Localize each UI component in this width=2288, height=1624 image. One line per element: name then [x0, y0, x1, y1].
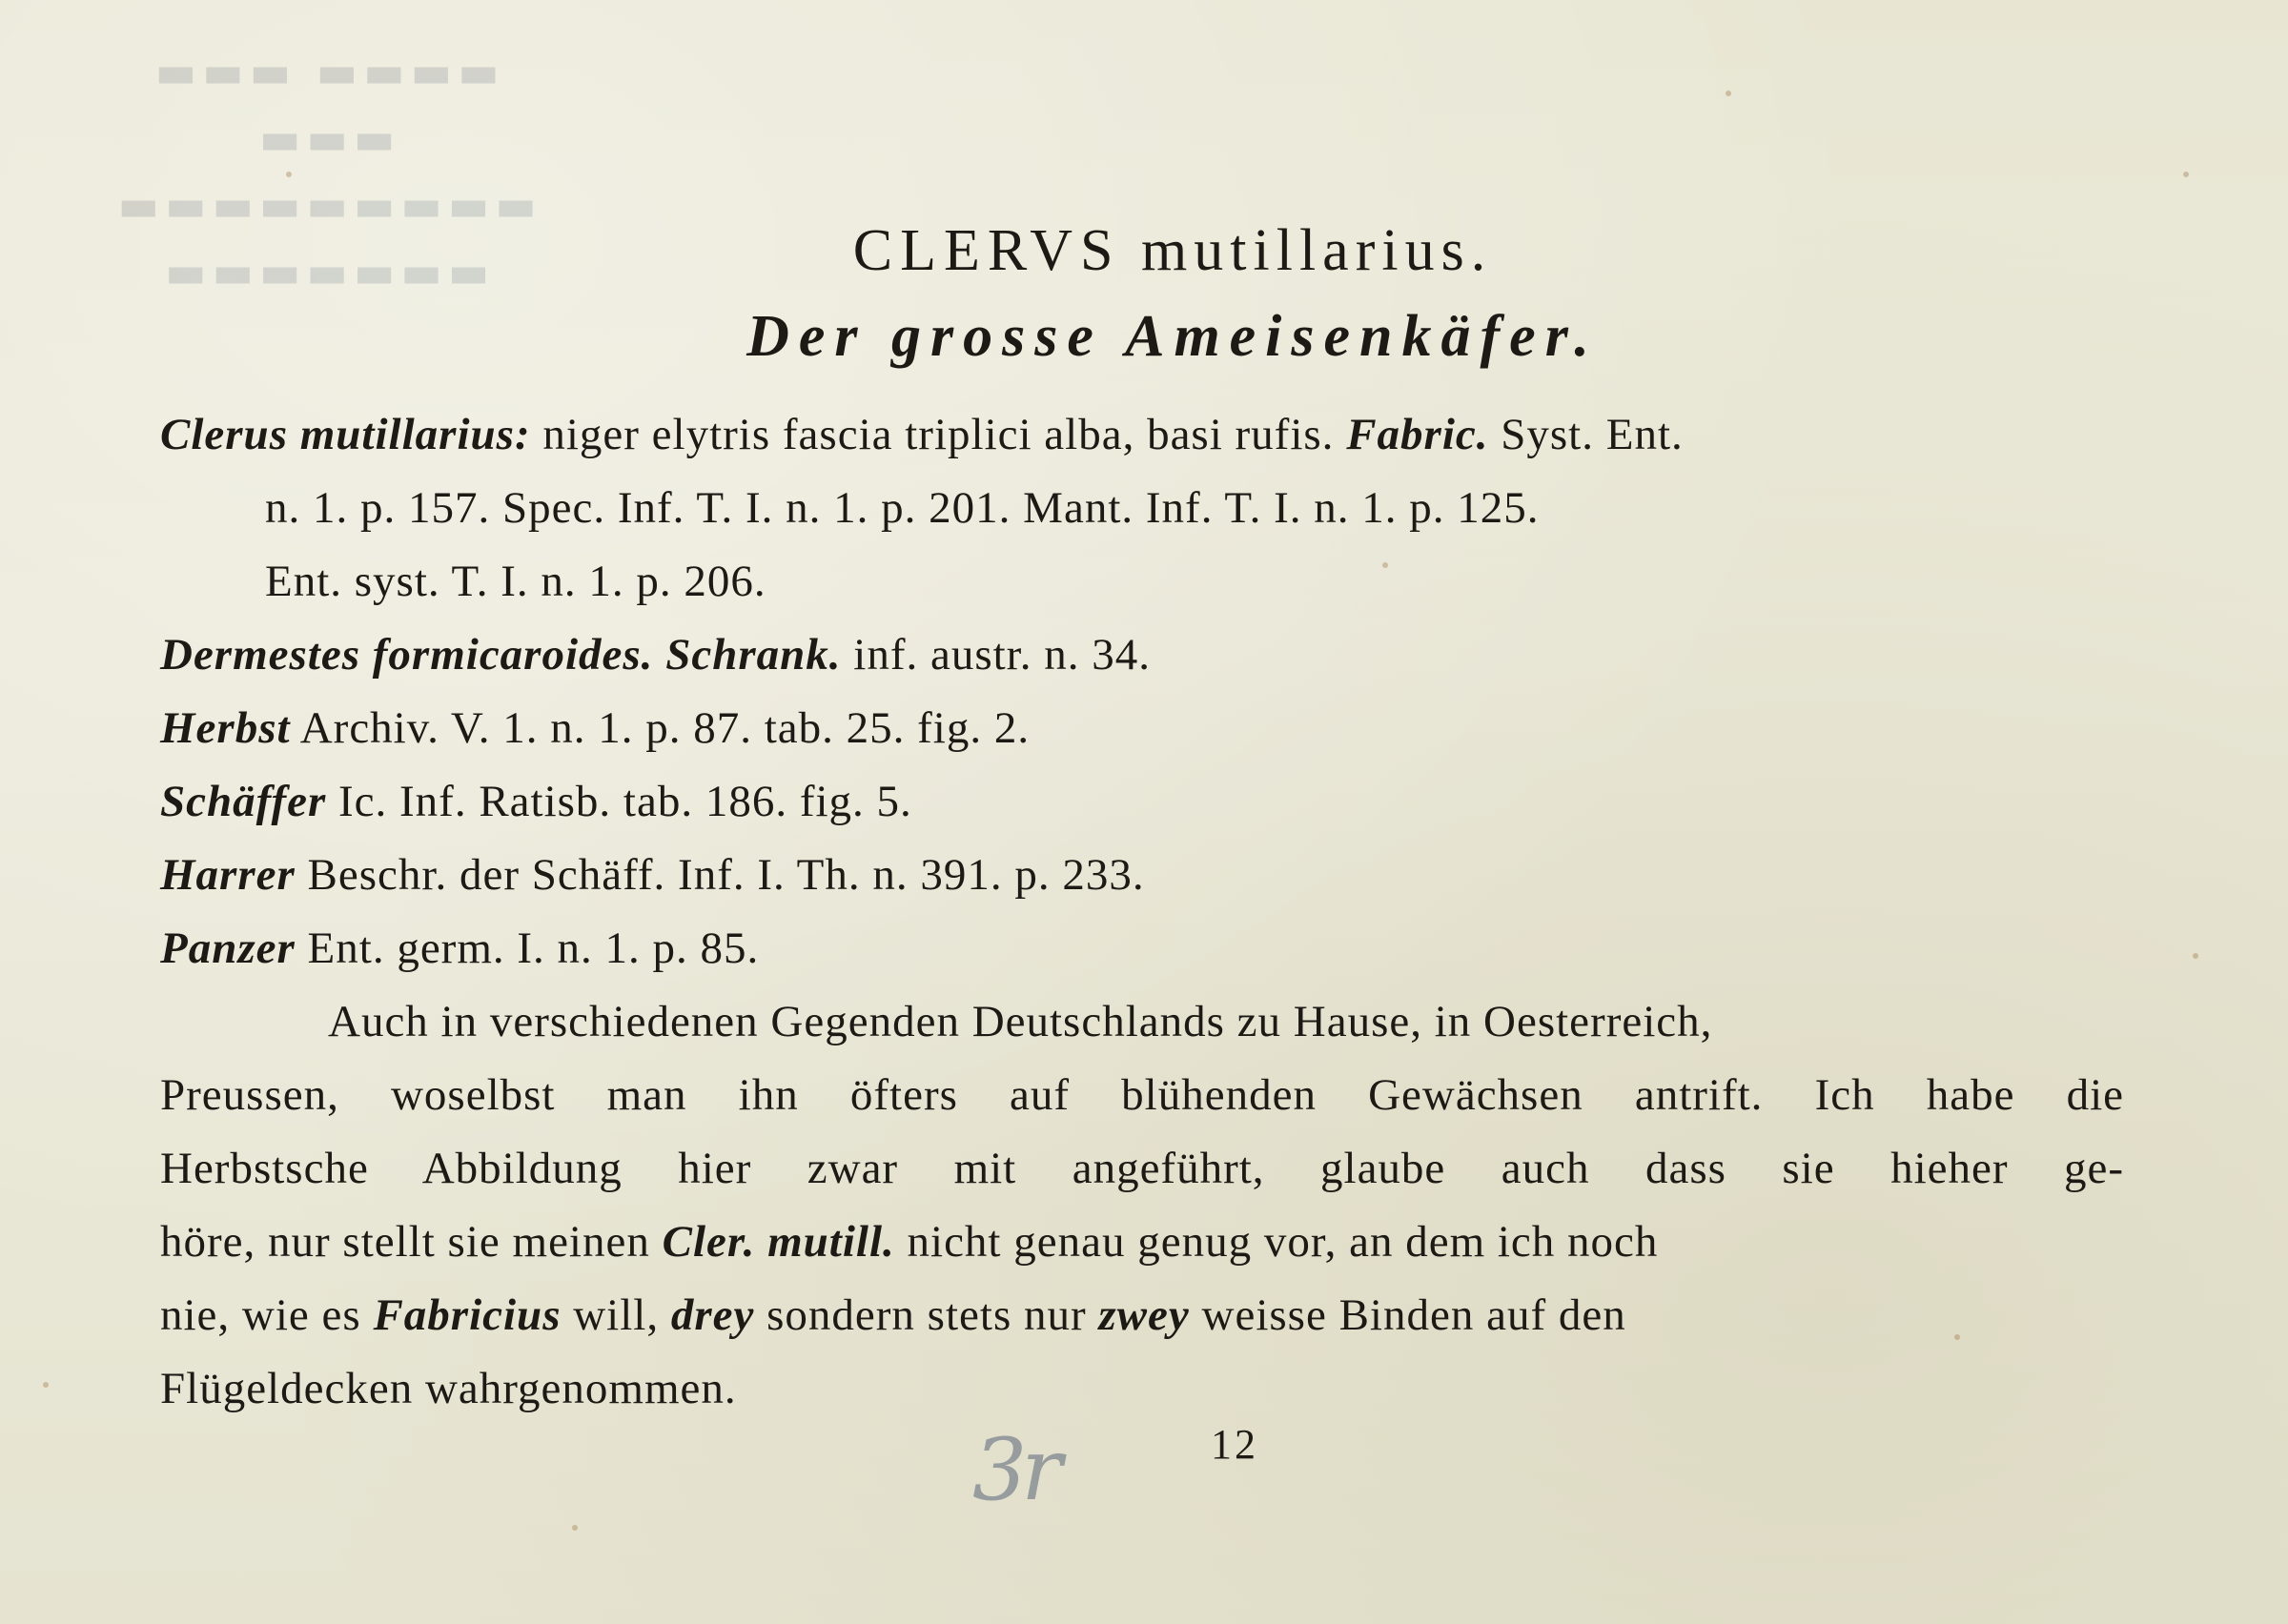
paragraph-italic: zwey [1098, 1290, 1190, 1340]
description-paragraph [160, 985, 2124, 1426]
paragraph-text: will, [561, 1290, 671, 1340]
synonym-name: Clerus mutillarius: [160, 410, 531, 459]
page-number: 12 [1211, 1421, 1258, 1468]
text-body [160, 398, 2124, 1426]
synonymy-line [160, 398, 2124, 472]
paper-speck [572, 1525, 578, 1531]
paper-speck [286, 172, 292, 177]
synonym-name: Dermestes formicaroides. [160, 630, 654, 680]
paragraph-line: Auch in verschiedenen Gegenden Deutschlands zu Hause, in Oesterreich, [328, 997, 1713, 1046]
synonym-text [653, 630, 665, 680]
paragraph-line [160, 1206, 2124, 1279]
paragraph-line: Herbstsche Abbildung hier zwar mit angeführt, glaube auch dass sie hieher ge- [160, 1144, 2124, 1193]
synonym-text: Beschr. der Schäff. Inf. I. Th. n. 391. p. 233. [295, 850, 1145, 900]
species-title [29, 217, 2288, 285]
paragraph-line [160, 1279, 2124, 1352]
synonymy-line: n. 1. p. 157. Spec. Inf. T. I. n. 1. p. 201. Mant. Inf. T. I. n. 1. p. 125. [265, 483, 1540, 533]
synonym-text: Archiv. V. 1. n. 1. p. 87. tab. 25. fig. 2. [290, 703, 1031, 753]
paragraph-text: weisse Binden auf den [1189, 1290, 1626, 1340]
title-species: mutillarius. [1141, 218, 1493, 283]
paragraph-italic: Cler. mutill. [662, 1217, 895, 1267]
paragraph-italic: Fabricius [373, 1290, 562, 1340]
synonymy-line [160, 765, 2124, 839]
synonym-text: Syst. Ent. [1488, 410, 1684, 459]
synonymy-line [160, 692, 2124, 765]
synonym-author: Fabric. [1346, 410, 1489, 459]
paragraph-text: sondern stets nur [754, 1290, 1099, 1340]
reverse-side-show-through: ▬▬▬▬ ▬▬▬ ▬▬▬ ▬▬▬▬▬▬▬▬▬ ▬▬▬▬▬▬▬ [112, 46, 537, 297]
synonymy-line [160, 912, 2124, 985]
paragraph-line: Flügeldecken wahrgenommen. [160, 1364, 737, 1413]
synonym-author: Harrer [160, 850, 296, 900]
synonym-author: Schrank. [665, 630, 842, 680]
synonym-author: Panzer [160, 924, 296, 973]
paragraph-text: höre, nur stellt sie meinen [160, 1217, 663, 1267]
paragraph-text: nie, wie es [160, 1290, 374, 1340]
paper-speck [2193, 953, 2198, 959]
synonym-author: Herbst [160, 703, 291, 753]
synonym-author: Schäffer [160, 777, 327, 826]
paragraph-italic: drey [670, 1290, 755, 1340]
synonymy-line [160, 619, 2124, 692]
synonymy-line: Ent. syst. T. I. n. 1. p. 206. [265, 557, 766, 606]
paper-speck [2183, 172, 2189, 177]
paper-speck [1726, 91, 1731, 96]
species-subtitle: Der grosse Ameisenkäfer. [746, 304, 1599, 369]
synonym-text: Ent. germ. I. n. 1. p. 85. [295, 924, 760, 973]
paper-speck [43, 1382, 49, 1388]
synonym-text: niger elytris fascia triplici alba, basi rufis. [530, 410, 1347, 459]
handwritten-mark: 3r [972, 1420, 1057, 1520]
synonym-text: Ic. Inf. Ratisb. tab. 186. fig. 5. [326, 777, 912, 826]
synonym-text: inf. austr. n. 34. [841, 630, 1151, 680]
paragraph-line: Preussen, woselbst man ihn öfters auf blühenden Gewächsen antrift. Ich habe die [160, 1070, 2124, 1120]
synonymy-line [160, 839, 2124, 912]
title-genus: CLERVS [852, 218, 1121, 283]
paragraph-text: nicht genau genug vor, an dem ich noch [894, 1217, 1659, 1267]
